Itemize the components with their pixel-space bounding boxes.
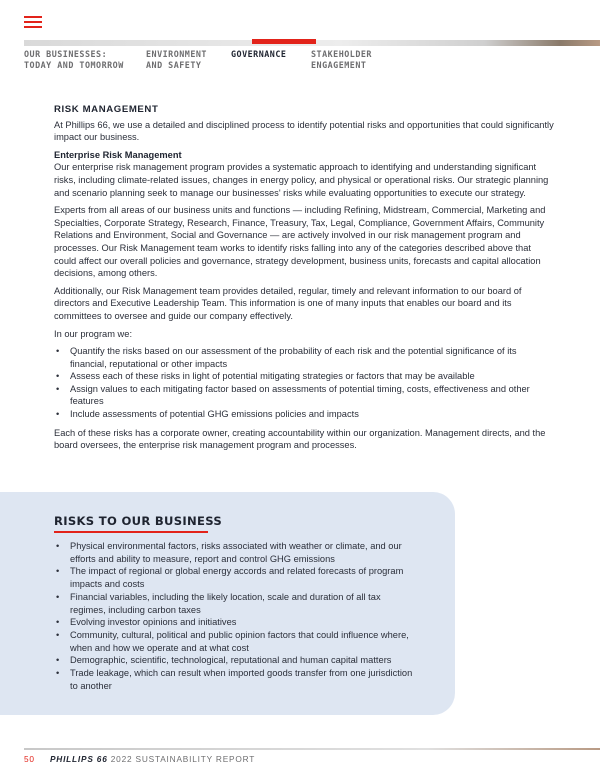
list-item: • Trade leakage, which can result when imported goods transfer from one jurisdiction to another xyxy=(54,667,414,692)
list-item: • Include assessments of potential GHG emissions policies and impacts xyxy=(54,408,554,421)
risks-panel xyxy=(0,492,455,715)
list-item: • Assign values to each mitigating factor based on assessments of potential timing, costs, effectiveness and other features xyxy=(54,383,554,408)
report-title: 2022 SUSTAINABILITY REPORT xyxy=(110,754,256,764)
hamburger-menu-icon[interactable] xyxy=(24,16,42,28)
program-list xyxy=(54,345,554,421)
tab-stakeholder-engagement[interactable]: STAKEHOLDER ENGAGEMENT xyxy=(311,49,372,70)
tab-environment-and-safety[interactable]: ENVIRONMENT AND SAFETY xyxy=(146,49,207,70)
list-item: • Evolving investor opinions and initiatives xyxy=(54,616,414,629)
tab-governance[interactable]: GOVERNANCE xyxy=(231,49,287,59)
section-nav xyxy=(0,49,600,73)
intro-paragraph: At Phillips 66, we use a detailed and disciplined process to identify potential risks and opportunities that could significantly impact our business. xyxy=(54,119,554,143)
tab-our-businesses[interactable]: OUR BUSINESSES: TODAY AND TOMORROW xyxy=(24,49,124,70)
brand-name: PHILLIPS 66 xyxy=(49,754,108,764)
active-tab-indicator xyxy=(252,39,316,44)
list-item: • Quantify the risks based on our assessment of the probability of each risk and the potential significance of its financial, reputational or other impacts xyxy=(54,345,554,370)
panel-title: RISKS TO OUR BUSINESS xyxy=(54,514,223,528)
list-item: • Physical environmental factors, risks associated with weather or climate, and our efforts and ability to measure, report and control GHG emissions xyxy=(54,540,414,565)
risk-management-section xyxy=(54,104,554,457)
list-item: • Assess each of these risks in light of potential mitigating strategies or factors that may be available xyxy=(54,370,554,383)
paragraph: Experts from all areas of our business units and functions — including Refining, Midstream, Commercial, Marketing and Specialties, Corporate Strategy, Research, Finance, Treasury, Tax, Legal, Compliance, Government Affairs, Community Relations and Environment, Social and Governance — are actively involved in our risk management program and processes. Our Risk Management team works to identify risks falling into any of the categories described above that could affect our overall policies and governance, strategy development, business units, forecasts and capital allocation decisions, among others. xyxy=(54,205,546,279)
paragraph: Additionally, our Risk Management team provides detailed, regular, timely and relevant information to our board of directors and Executive Leadership Team. This information is one of many inputs that enables our board and its committees to oversee and guide our company effectively. xyxy=(54,285,522,321)
list-item: • Demographic, scientific, technological, reputational and human capital matters xyxy=(54,654,414,667)
paragraph: Each of these risks has a corporate owner, creating accountability within our organization. Management directs, and the board oversees, the enterprise risk management program and processes. xyxy=(54,427,546,451)
subheading: Enterprise Risk Management xyxy=(54,149,182,160)
list-item: • The impact of regional or global energy accords and related forecasts of program impacts and costs xyxy=(54,565,414,590)
paragraph: In our program we: xyxy=(54,328,133,339)
footer xyxy=(24,754,255,764)
paragraph: Our enterprise risk management program provides a systematic approach to identifying and understanding significant risks, including climate-related issues, changes in energy policy, and physical or operational risks. Our strategic planning and scenario planning seek to manage our businesses' risks while evaluating opportunities to execute our strategy. xyxy=(54,162,549,198)
list-item: • Community, cultural, political and public opinion factors that could influence where, when and how we operate and at what cost xyxy=(54,629,414,654)
page-number: 50 xyxy=(24,754,35,764)
title-underline xyxy=(54,531,208,533)
header-rule xyxy=(24,40,600,46)
list-item: • Financial variables, including the likely location, scale and duration of all tax regimes, including carbon taxes xyxy=(54,591,414,616)
section-heading: RISK MANAGEMENT xyxy=(54,104,159,115)
footer-rule xyxy=(24,748,600,750)
risks-list xyxy=(54,540,414,692)
